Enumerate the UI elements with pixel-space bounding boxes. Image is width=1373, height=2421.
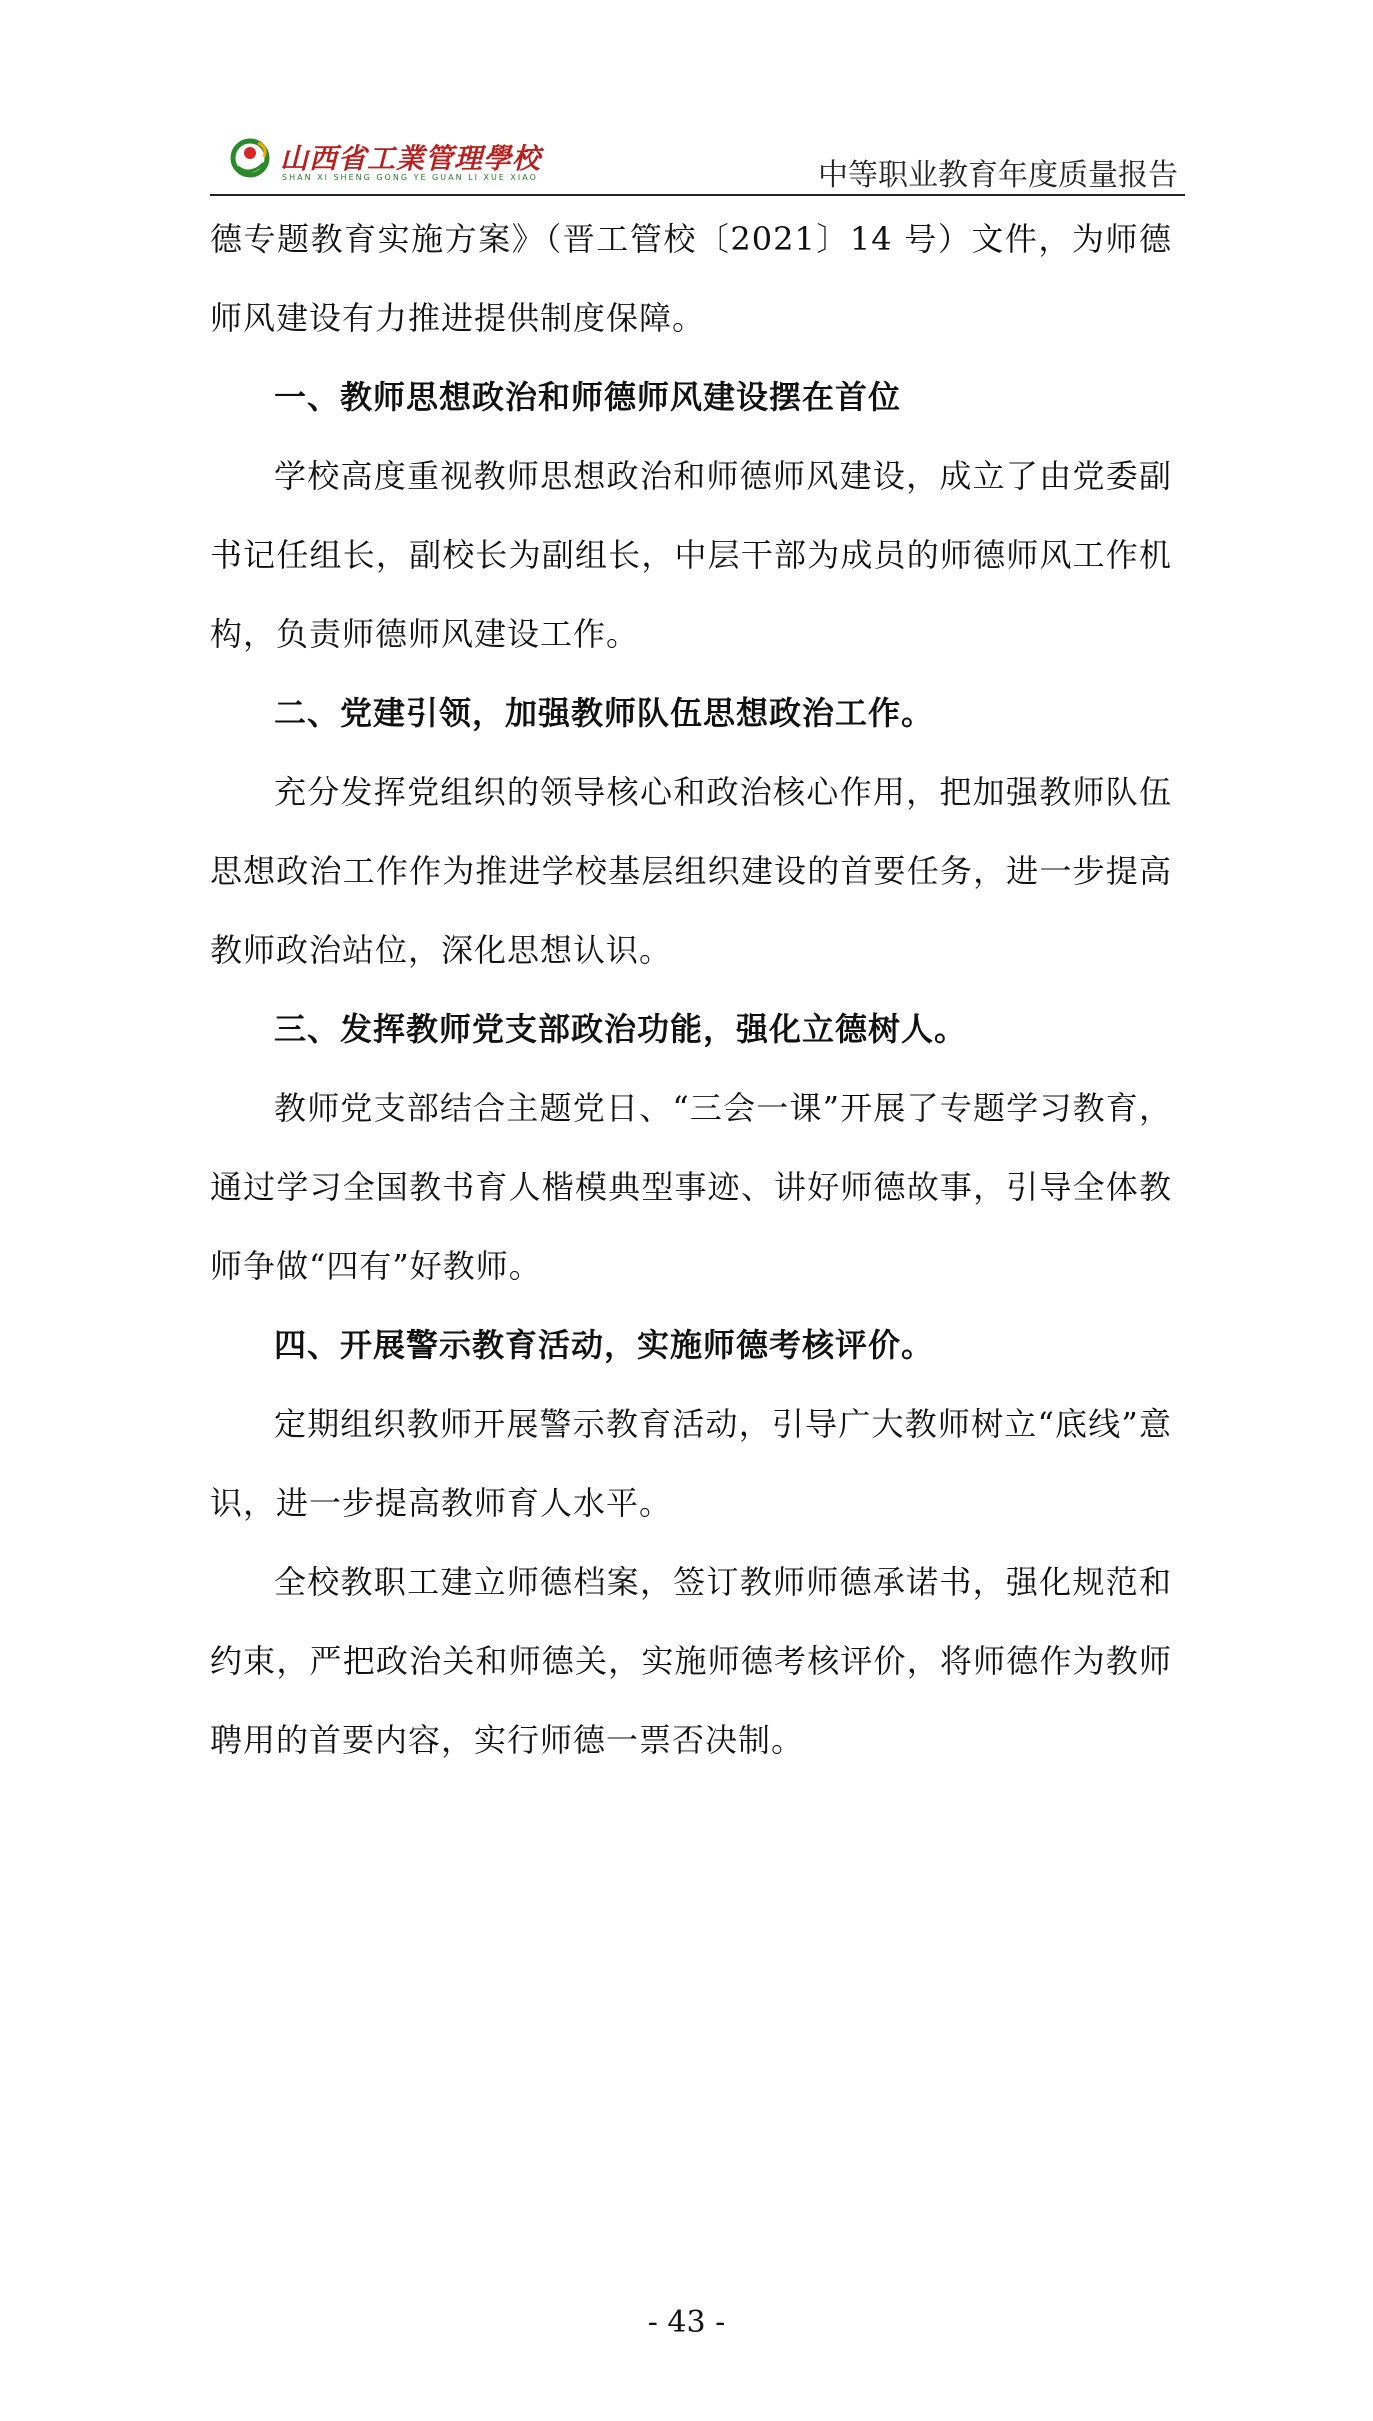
paragraph: 全校教职工建立师德档案，签订教师师德承诺书，强化规范和约束，严把政治关和师德关，实施师德考核评价，将师德作为教师聘用的首要内容，实行师德一票否决制。 [210, 1563, 1172, 1759]
document-body [210, 200, 1172, 1780]
paragraph: 德专题教育实施方案》（晋工管校〔2021〕14 号）文件，为师德师风建设有力推进提供制度保障。 [210, 220, 1172, 337]
section-heading: 二、党建引领，加强教师队伍思想政治工作。 [274, 694, 935, 732]
paragraph: 充分发挥党组织的领导核心和政治核心作用，把加强教师队伍思想政治工作作为推进学校基层组织建设的首要任务，进一步提高教师政治站位，深化思想认识。 [210, 773, 1172, 969]
section-heading: 一、教师思想政治和师德师风建设摆在首位 [274, 378, 902, 416]
school-logo [228, 133, 542, 191]
section-heading: 三、发挥教师党支部政治功能，强化立德树人。 [274, 1010, 968, 1048]
header-divider [210, 194, 1185, 196]
school-pinyin: SHAN XI SHENG GONG YE GUAN LI XUE XIAO [282, 173, 538, 182]
school-emblem-icon [228, 133, 278, 183]
page-number: - 43 - [647, 2305, 726, 2340]
page-header [0, 0, 1373, 200]
section-heading: 四、开展警示教育活动，实施师德考核评价。 [274, 1326, 935, 1364]
school-name: 山西省工業管理學校 [280, 142, 542, 175]
paragraph: 教师党支部结合主题党日、“三会一课”开展了专题学习教育，通过学习全国教书育人楷模典型事迹、讲好师德故事，引导全体教师争做“四有”好教师。 [210, 1089, 1172, 1285]
paragraph: 学校高度重视教师思想政治和师德师风建设，成立了由党委副书记任组长，副校长为副组长，中层干部为成员的师德师风工作机构，负责师德师风建设工作。 [210, 457, 1172, 653]
paragraph: 定期组织教师开展警示教育活动，引导广大教师树立“底线”意识，进一步提高教师育人水平。 [210, 1405, 1172, 1522]
report-title: 中等职业教育年度质量报告 [818, 158, 1178, 193]
